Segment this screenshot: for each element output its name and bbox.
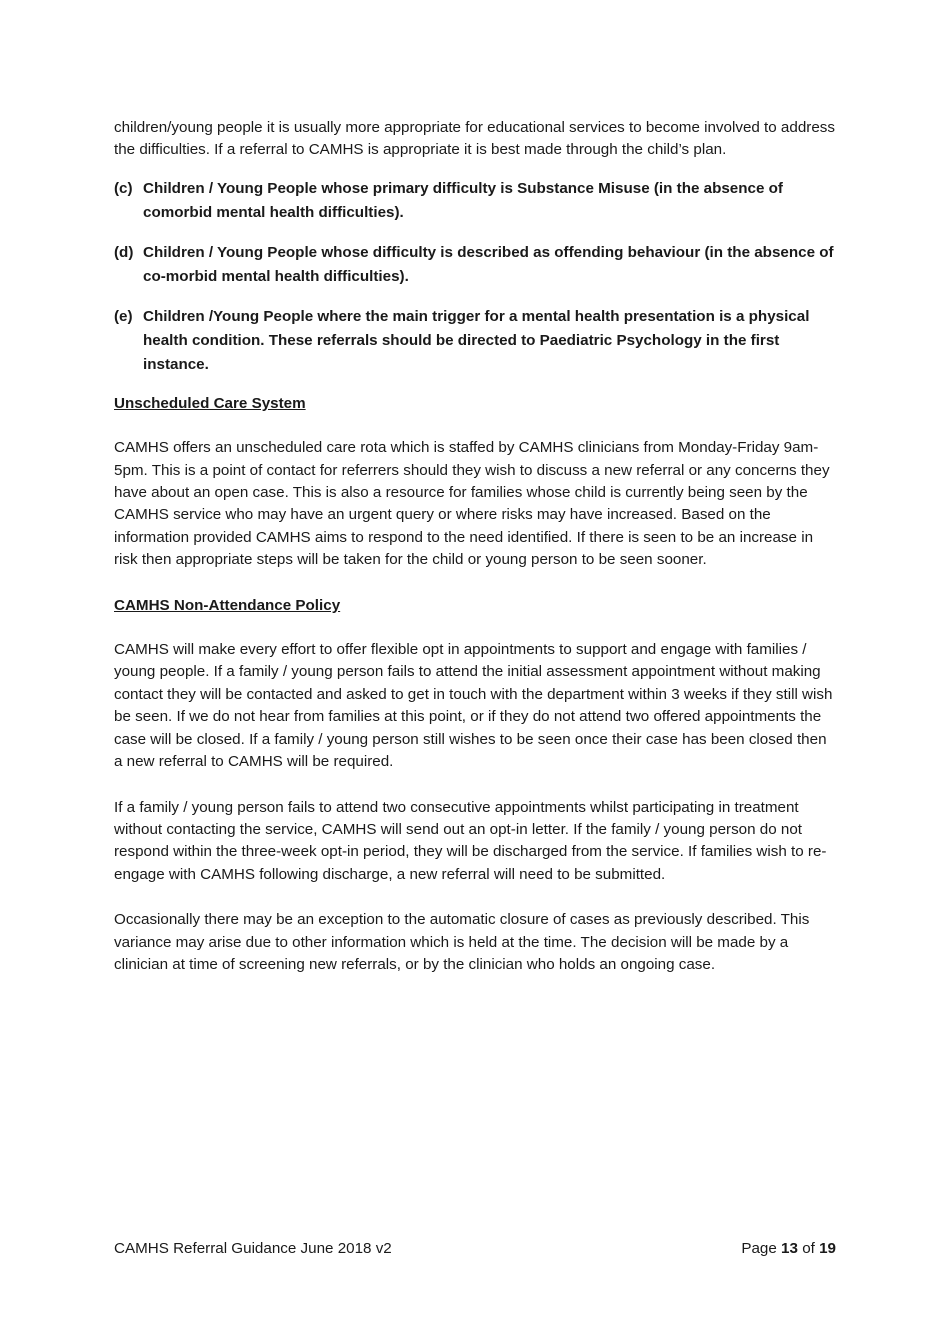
page-content [114, 117, 838, 999]
list-item-text: Children / Young People whose difficulty is described as offending behaviour (in the absence of co-morbid mental health difficulties). [143, 243, 834, 285]
list-item [114, 241, 838, 289]
list-item [114, 305, 838, 377]
list-marker: (d) [114, 243, 134, 261]
page-number [741, 1240, 836, 1257]
footer-document-title: CAMHS Referral Guidance June 2018 v2 [114, 1240, 392, 1257]
section-heading-non-attendance: CAMHS Non-Attendance Policy [114, 596, 341, 614]
intro-paragraph: children/young people it is usually more appropriate for educational services to become involved to address the difficulties. If a referral to CAMHS is appropriate it is best made through the child’s plan. [114, 119, 835, 159]
list-marker: (c) [114, 179, 133, 197]
section-heading-unscheduled-care: Unscheduled Care System [114, 394, 306, 412]
non-attendance-paragraph-1: CAMHS will make every effort to offer flexible opt in appointments to support and engage with families / young people. If a family / young person fails to attend the initial assessment appointment without making contact they will be contacted and asked to get in touch with the department within 3 weeks if they still wish be seen. If we do not hear from families at this point, or if they do not attend two offered appointments the case will be closed. If a family / young person still wishes to be seen once their case has been closed then a new referral to CAMHS will be required. [114, 641, 833, 771]
list-marker: (e) [114, 307, 133, 325]
list-item-text: Children /Young People where the main trigger for a mental health presentation is a physical health condition. These referrals should be directed to Paediatric Psychology in the first instance. [143, 307, 810, 373]
non-attendance-paragraph-2: If a family / young person fails to attend two consecutive appointments whilst participating in treatment without contacting the service, CAMHS will send out an opt-in letter. If the family / young person do not respond within the three-week opt-in period, they will be discharged from the service. If families wish to re-engage with CAMHS following discharge, a new referral will need to be submitted. [114, 798, 827, 883]
page-of: of [802, 1240, 815, 1257]
page-word: Page [741, 1240, 777, 1257]
page-footer [114, 1240, 836, 1257]
non-attendance-paragraph-3: Occasionally there may be an exception to the automatic closure of cases as previously described. This variance may arise due to other information which is held at the time. The decision will be made by a clinician at time of screening new referrals, or by the clinician who holds an ongoing case. [114, 911, 810, 973]
unscheduled-care-paragraph: CAMHS offers an unscheduled care rota which is staffed by CAMHS clinicians from Monday-Friday 9am-5pm. This is a point of contact for referrers should they wish to discuss a new referral or any concerns they have about an open case. This is also a resource for families whose child is currently being seen by the CAMHS service who may have an urgent query or where risks may have increased. Based on the information provided CAMHS aims to respond to the need identified. If there is seen to be an increase in risk then appropriate steps will be taken for the child or young person to be seen sooner. [114, 439, 830, 569]
page-total: 19 [819, 1240, 836, 1257]
list-item-text: Children / Young People whose primary difficulty is Substance Misuse (in the absence of comorbid mental health difficulties). [143, 179, 783, 221]
page-current: 13 [781, 1240, 798, 1257]
list-item [114, 177, 838, 225]
